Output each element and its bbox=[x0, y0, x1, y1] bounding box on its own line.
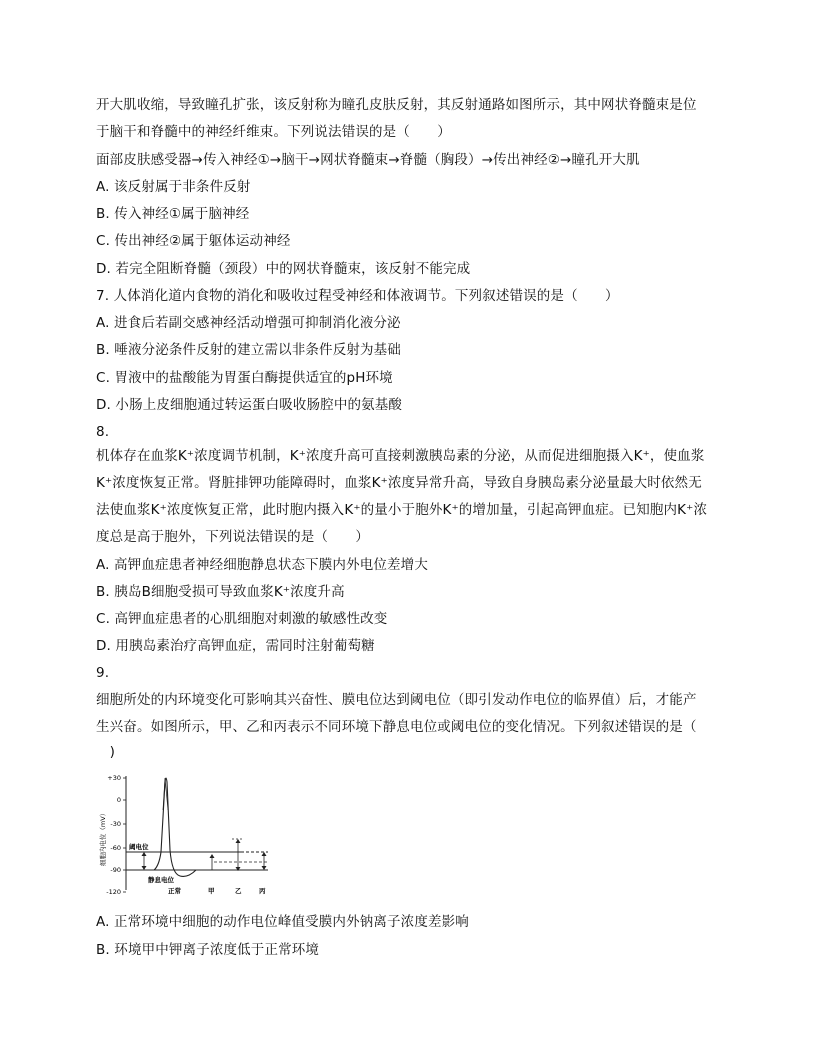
q7-stem: 7. 人体消化道内食物的消化和吸收过程受神经和体液调节。下列叙述错误的是（ ） bbox=[96, 288, 619, 304]
y-tick-label: -60 bbox=[110, 844, 121, 852]
q8-option-a: A. 高钾血症患者神经细胞静息状态下膜内外电位差增大 bbox=[96, 557, 428, 573]
q7-option-a: A. 进食后若副交感神经活动增强可抑制消化液分泌 bbox=[96, 315, 401, 331]
q6-stem-line2: 于脑干和脊髓中的神经纤维束。下列说法错误的是（ ） bbox=[96, 124, 451, 140]
q7-option-b: B. 唾液分泌条件反射的建立需以非条件反射为基础 bbox=[96, 342, 401, 358]
membrane-potential-figure bbox=[96, 770, 276, 898]
q6-option-a: A. 该反射属于非条件反射 bbox=[96, 179, 251, 195]
y-tick-label: -120 bbox=[106, 888, 121, 896]
y-tick-label: 0 bbox=[116, 796, 121, 804]
q8-option-d: D. 用胰岛素治疗高钾血症，需同时注射葡萄糖 bbox=[96, 638, 375, 654]
y-tick-label: -90 bbox=[110, 866, 121, 874]
q8-stem-line4: 度总是高于胞外，下列说法错误的是（ ） bbox=[96, 529, 369, 545]
threshold-label: 阈电位 bbox=[129, 843, 149, 851]
x-label-bing: 丙 bbox=[259, 887, 266, 895]
resting-label: 静息电位 bbox=[148, 876, 174, 884]
q8-stem-line2: K⁺浓度恢复正常。肾脏排钾功能障碍时，血浆K⁺浓度异常升高，导致自身胰岛素分泌量最大时依然无 bbox=[96, 475, 702, 491]
x-label-normal: 正常 bbox=[168, 887, 181, 895]
q9-stem-line3: ) bbox=[96, 744, 116, 760]
y-axis-label: 细胞内电位（mV） bbox=[99, 809, 107, 867]
q9-number: 9. bbox=[96, 665, 110, 681]
membrane-potential-diagram bbox=[96, 770, 276, 898]
q7-option-c: C. 胃液中的盐酸能为胃蛋白酶提供适宜的pH环境 bbox=[96, 370, 393, 386]
y-tick-label: -30 bbox=[110, 820, 121, 828]
q9-option-b: B. 环境甲中钾离子浓度低于正常环境 bbox=[96, 942, 320, 958]
q9-option-a: A. 正常环境中细胞的动作电位峰值受膜内外钠离子浓度差影响 bbox=[96, 914, 469, 930]
q8-option-b: B. 胰岛B细胞受损可导致血浆K⁺浓度升高 bbox=[96, 584, 345, 600]
q6-option-c: C. 传出神经②属于躯体运动神经 bbox=[96, 233, 291, 249]
q7-option-d: D. 小肠上皮细胞通过转运蛋白吸收肠腔中的氨基酸 bbox=[96, 397, 403, 413]
q9-stem-line1: 细胞所处的内环境变化可影响其兴奋性、膜电位达到阈电位（即引发动作电位的临界值）后，才能产 bbox=[96, 692, 697, 708]
q8-number: 8. bbox=[96, 424, 110, 440]
q6-stem-line1: 开大肌收缩，导致瞳孔扩张，该反射称为瞳孔皮肤反射，其反射通路如图所示，其中网状脊髓束是位 bbox=[96, 97, 697, 113]
q8-option-c: C. 高钾血症患者的心肌细胞对刺激的敏感性改变 bbox=[96, 611, 388, 627]
q8-stem-line1: 机体存在血浆K⁺浓度调节机制，K⁺浓度升高可直接刺激胰岛素的分泌，从而促进细胞摄入K⁺，使血浆 bbox=[96, 448, 705, 464]
q8-stem-line3: 法使血浆K⁺浓度恢复正常，此时胞内摄入K⁺的量小于胞外K⁺的增加量，引起高钾血症。已知胞内K⁺浓 bbox=[96, 502, 708, 518]
x-label-jia: 甲 bbox=[208, 887, 215, 895]
q9-stem-line2: 生兴奋。如图所示，甲、乙和丙表示不同环境下静息电位或阈电位的变化情况。下列叙述错误的是（ bbox=[96, 719, 697, 735]
q6-pathway: 面部皮肤感受器→传入神经①→脑干→网状脊髓束→脊髓（胸段）→传出神经②→瞳孔开大肌 bbox=[96, 152, 640, 168]
q6-option-d: D. 若完全阻断脊髓（颈段）中的网状脊髓束，该反射不能完成 bbox=[96, 261, 471, 277]
y-tick-label: +30 bbox=[107, 774, 121, 782]
q6-option-b: B. 传入神经①属于脑神经 bbox=[96, 206, 250, 222]
x-label-yi: 乙 bbox=[235, 887, 242, 895]
